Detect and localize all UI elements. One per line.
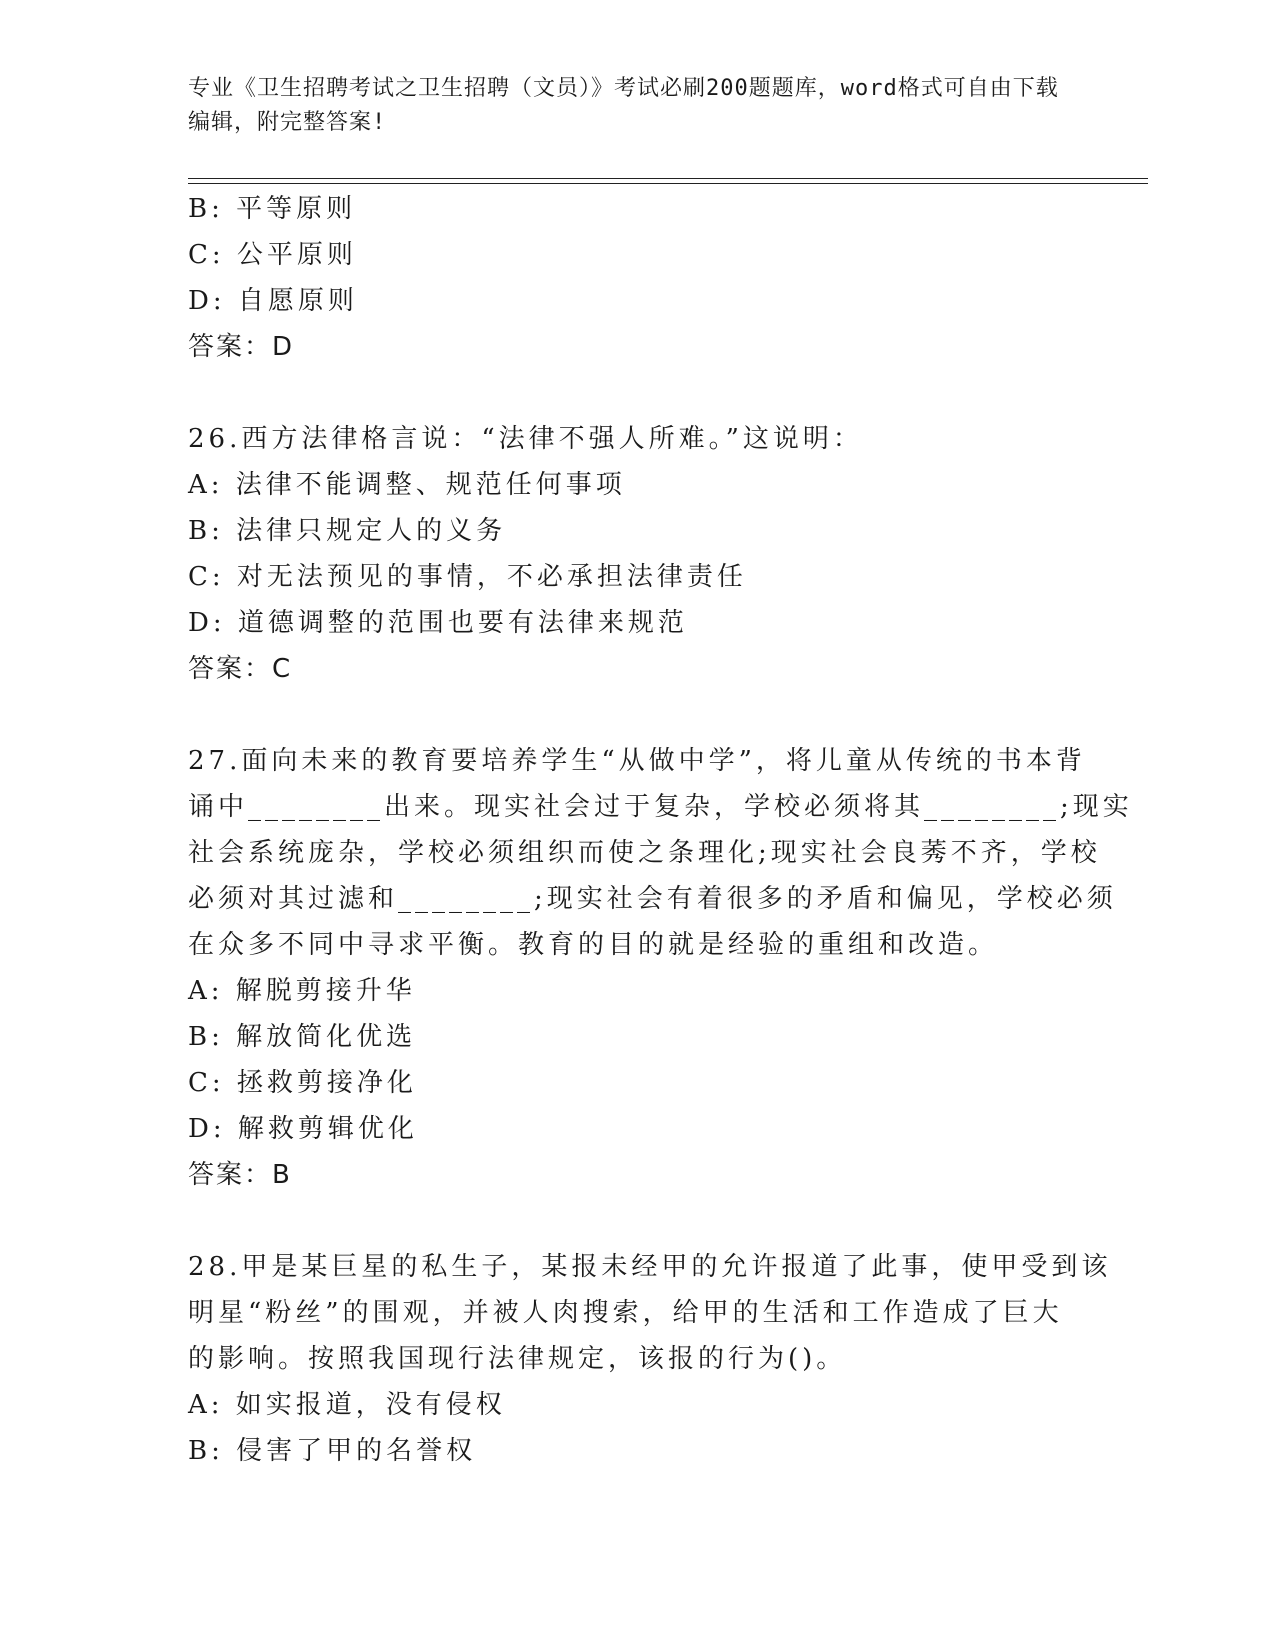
spacer — [188, 692, 1068, 738]
option-a: A: 解脱剪接升华 — [188, 976, 416, 1006]
document-header — [188, 72, 1068, 140]
header-divider-top — [188, 178, 1148, 179]
option-a: A: 如实报道，没有侵权 — [188, 1390, 506, 1420]
answer-line: 答案：D — [188, 332, 295, 362]
question-stem-line: 28.甲是某巨星的私生子，某报未经甲的允许报道了此事，使甲受到该 — [188, 1252, 1112, 1282]
answer-line: 答案：C — [188, 654, 293, 684]
header-divider-bottom — [188, 183, 1148, 184]
prev-question-options — [188, 186, 1068, 324]
option-a: A: 法律不能调整、规范任何事项 — [188, 470, 626, 500]
option-b: B: 解放简化优选 — [188, 1022, 417, 1052]
option-c: C: 拯救剪接净化 — [188, 1068, 417, 1098]
question-stem-line: 26.西方法律格言说：“法律不强人所难。”这说明： — [188, 424, 863, 454]
option-d: D: 道德调整的范围也要有法律来规范 — [188, 608, 688, 638]
option-b: B: 平等原则 — [188, 194, 357, 224]
option-b: B: 侵害了甲的名誉权 — [188, 1436, 477, 1466]
question-stem-line: 在众多不同中寻求平衡。教育的目的就是经验的重组和改造。 — [188, 930, 999, 960]
question-stem-line: 必须对其过滤和________;现实社会有着很多的矛盾和偏见，学校必须 — [188, 884, 1117, 914]
spacer — [188, 370, 1068, 416]
option-c: C: 公平原则 — [188, 240, 357, 270]
question-28 — [188, 1244, 1112, 1474]
question-stem-line: 的影响。按照我国现行法律规定，该报的行为()。 — [188, 1344, 847, 1374]
header-text: 专业《卫生招聘考试之卫生招聘（文员）》考试必刷200题题库，word格式可自由下载编辑，附完整答案! — [188, 76, 1059, 135]
question-stem-line: 明星“粉丝”的围观，并被人肉搜索，给甲的生活和工作造成了巨大 — [188, 1298, 1063, 1328]
option-d: D: 解救剪辑优化 — [188, 1114, 418, 1144]
option-c: C: 对无法预见的事情，不必承担法律责任 — [188, 562, 747, 592]
answer-line: 答案：B — [188, 1160, 292, 1190]
question-stem-line: 社会系统庞杂，学校必须组织而使之条理化;现实社会良莠不齐，学校 — [188, 838, 1101, 868]
option-b: B: 法律只规定人的义务 — [188, 516, 507, 546]
question-stem-line: 27.面向未来的教育要培养学生“从做中学”，将儿童从传统的书本背 — [188, 746, 1086, 776]
question-27 — [188, 738, 1133, 1198]
question-list — [188, 186, 1133, 1474]
spacer — [188, 1198, 1068, 1244]
question-26 — [188, 416, 1068, 692]
question-stem-line: 诵中________出来。现实社会过于复杂，学校必须将其________;现实 — [188, 792, 1133, 822]
option-d: D: 自愿原则 — [188, 286, 358, 316]
